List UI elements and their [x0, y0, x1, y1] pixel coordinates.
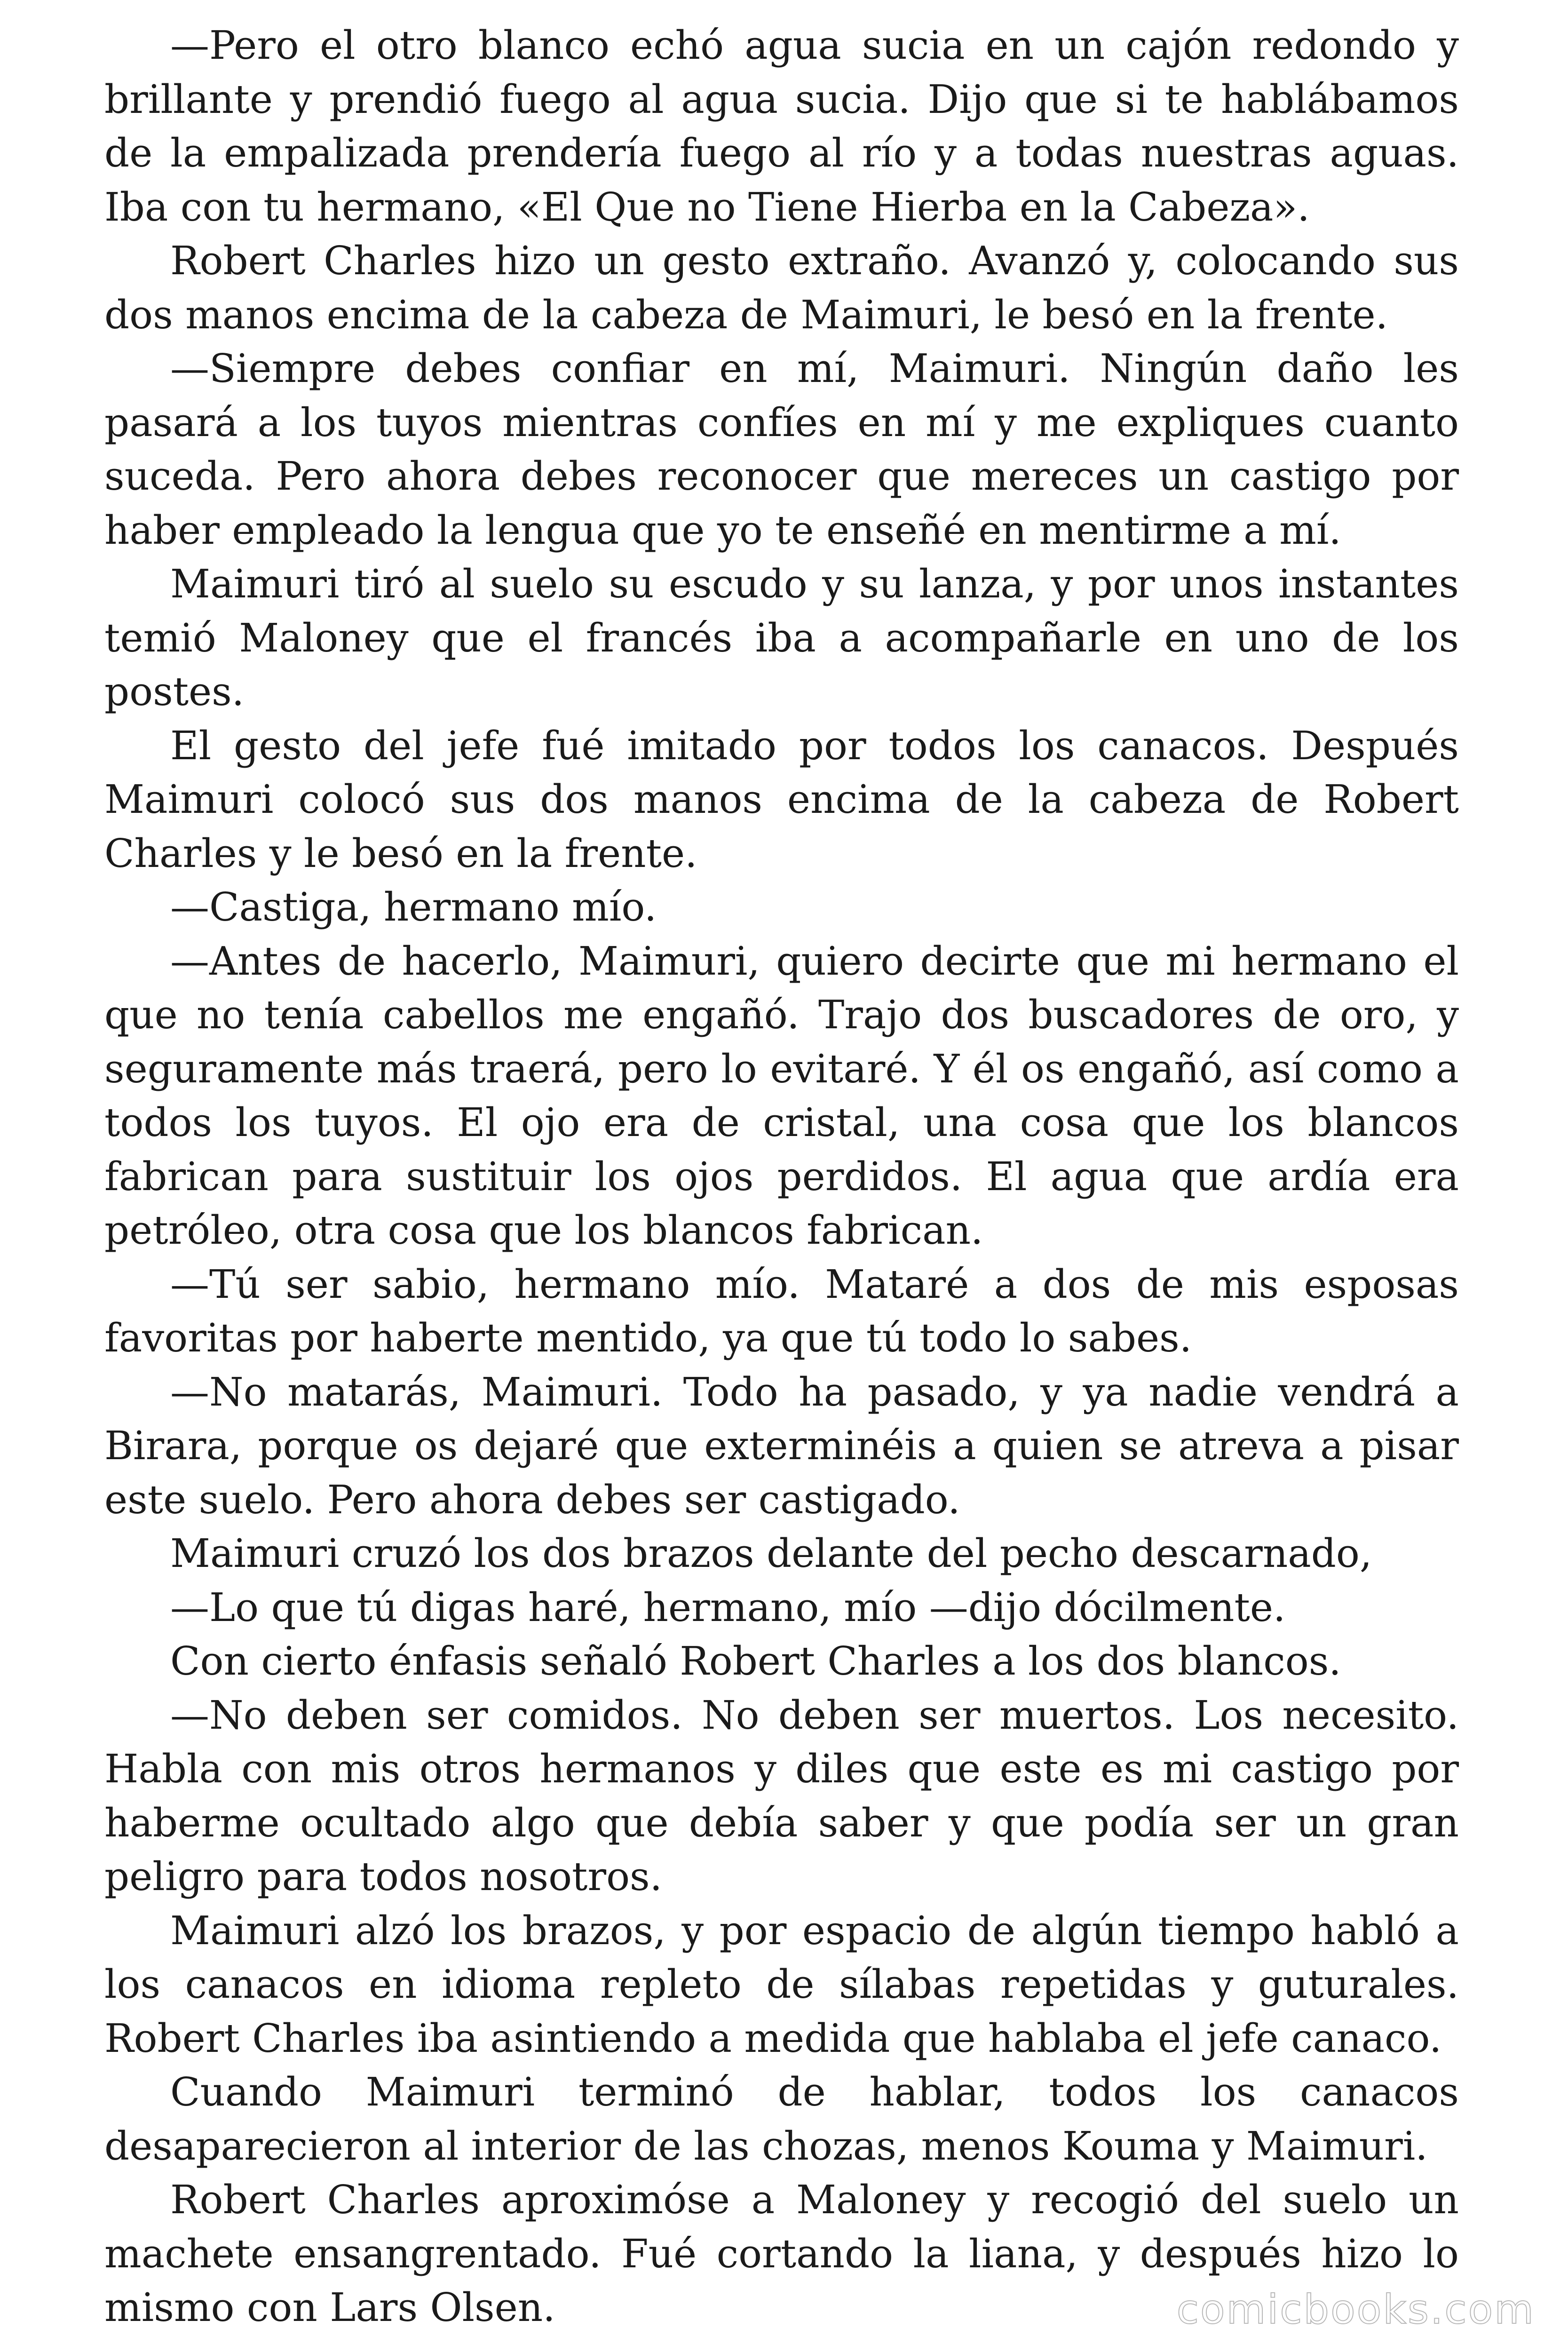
paragraph: —No deben ser comidos. No deben ser muertos. Los necesito. Habla con mis otros hermanos y diles que este es mi castigo por haberme ocultado algo que debía saber y que podía ser un gran peligro para todos nosotros.: [104, 1692, 1459, 1899]
paragraph: Maimuri cruzó los dos brazos delante del pecho descarnado,: [170, 1531, 1372, 1576]
paragraph: Cuando Maimuri terminó de hablar, todos los canacos desaparecieron al interior de las chozas, menos Kouma y Maimuri.: [104, 2069, 1459, 2169]
paragraph: Robert Charles aproximóse a Maloney y recogió del suelo un machete ensangrentado. Fué cortando la liana, y después hizo lo mismo con Lars Olsen.: [104, 2177, 1459, 2330]
paragraph: —Antes de hacerlo, Maimuri, quiero decirte que mi hermano el que no tenía cabellos me engañó. Trajo dos buscadores de oro, y seguramente más traerá, pero lo evitaré. Y él os engañó, así como a todos los tuyos. El ojo era de cristal, una cosa que los blancos fabrican para sustituir los ojos perdidos. El agua que ardía era petróleo, otra cosa que los blancos fabrican.: [104, 938, 1459, 1253]
paragraph: —Pero el otro blanco echó agua sucia en un cajón redondo y brillante y prendió fuego al agua sucia. Dijo que si te hablábamos de la empalizada prendería fuego al río y a todas nuestras aguas. Iba con tu hermano, «El Que no Tiene Hierba en la Cabeza».: [104, 23, 1459, 230]
paragraph: Maimuri alzó los brazos, y por espacio de algún tiempo habló a los canacos en idioma repleto de sílabas repetidas y guturales. Robert Charles iba asintiendo a medida que hablaba el jefe canaco.: [104, 1907, 1459, 2061]
paragraph: El gesto del jefe fué imitado por todos los canacos. Después Maimuri colocó sus dos manos encima de la cabeza de Robert Charles y le besó en la frente.: [104, 723, 1459, 876]
paragraph: Con cierto énfasis señaló Robert Charles a los dos blancos.: [170, 1638, 1341, 1684]
paragraph: Robert Charles hizo un gesto extraño. Avanzó y, colocando sus dos manos encima de la cabeza de Maimuri, le besó en la frente.: [104, 238, 1459, 338]
book-page: [104, 19, 1459, 2335]
paragraph: —No matarás, Maimuri. Todo ha pasado, y ya nadie vendrá a Birara, porque os dejaré que exterminéis a quien se atreva a pisar este suelo. Pero ahora debes ser castigado.: [104, 1369, 1459, 1523]
paragraph: —Castiga, hermano mío.: [170, 884, 657, 930]
paragraph: Maimuri tiró al suelo su escudo y su lanza, y por unos instantes temió Maloney que el francés iba a acompañarle en uno de los postes.: [104, 561, 1459, 715]
paragraph: —Tú ser sabio, hermano mío. Mataré a dos de mis esposas favoritas por haberte mentido, ya que tú todo lo sabes.: [104, 1261, 1459, 1361]
paragraph: —Lo que tú digas haré, hermano, mío —dijo dócilmente.: [170, 1584, 1286, 1630]
watermark: comicbooks.com: [1176, 2286, 1535, 2333]
paragraph: —Siempre debes confiar en mí, Maimuri. Ningún daño les pasará a los tuyos mientras confíes en mí y me expliques cuanto suceda. Pero ahora debes reconocer que mereces un castigo por haber empleado la lengua que yo te enseñé en mentirme a mí.: [104, 346, 1459, 553]
